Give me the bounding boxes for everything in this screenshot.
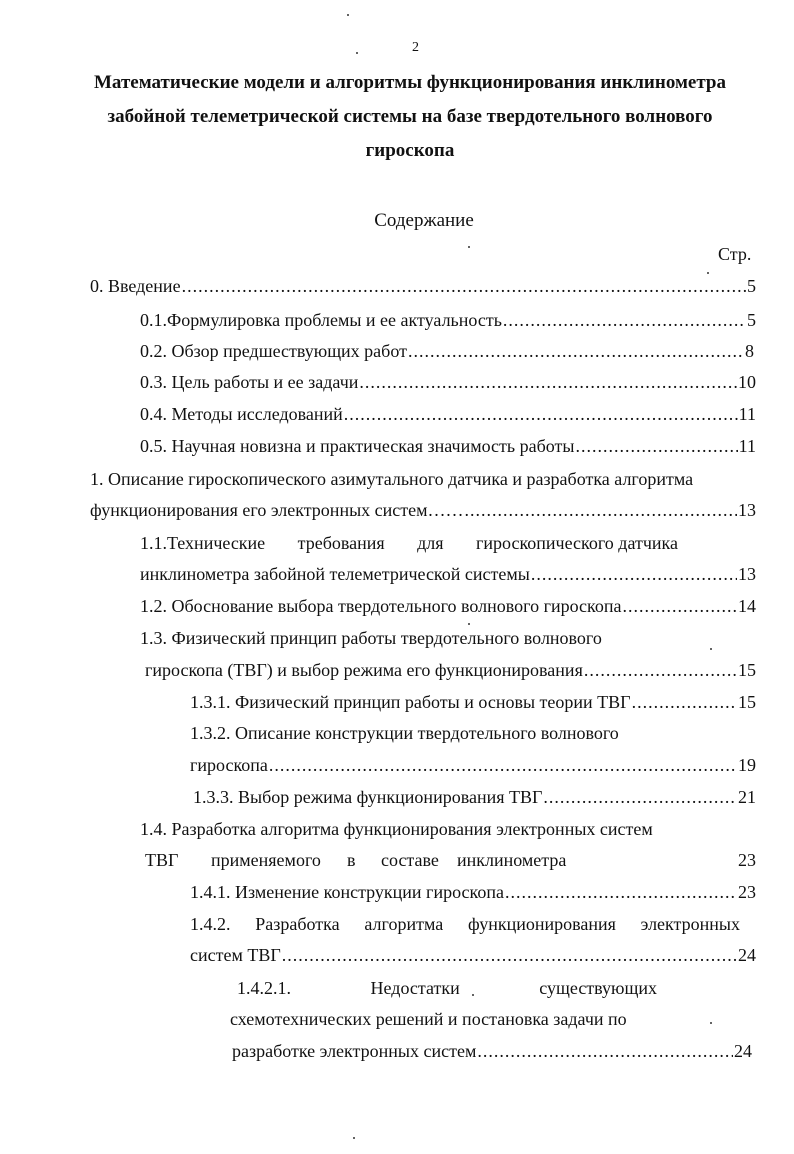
scan-speck [468, 623, 470, 625]
toc-entry-1-2 [140, 591, 756, 621]
toc-entry-title: 0. Введение [90, 276, 181, 296]
toc-entry-0-5 [140, 431, 756, 461]
toc-entry-page: 5 [747, 310, 756, 330]
word: требования [297, 533, 385, 553]
word: функционирования [467, 914, 616, 934]
word: в [347, 850, 356, 870]
toc-entry-1-4-2-line-1 [190, 909, 740, 939]
toc-entry-1-4-2-1 [232, 1036, 752, 1066]
dot-leader [623, 591, 738, 621]
toc-entry-0-3 [140, 367, 756, 397]
scan-speck [356, 52, 358, 54]
toc-entry-page: 24 [734, 1041, 752, 1061]
dot-leader [408, 336, 744, 366]
toc-entry-page: 21 [738, 787, 756, 807]
toc-entry-title: 1.3.1. Физический принцип работы и основы теории ТВГ [190, 692, 631, 712]
toc-entry-page: 15 [738, 660, 756, 680]
toc-entry-page: 10 [738, 372, 756, 392]
dot-leader [543, 782, 737, 812]
page-column-label: Стр. [718, 244, 752, 264]
dot-leader [269, 750, 737, 780]
toc-entry-page: 24 [738, 945, 756, 965]
word: применяемого [211, 850, 321, 870]
toc-entry-title: 0.1.Формулировка проблемы и ее актуальность [140, 310, 502, 330]
toc-entry-0-1 [140, 305, 756, 335]
toc-entry-page: 11 [738, 436, 756, 456]
scan-speck [710, 648, 712, 650]
toc-entry-page: 15 [738, 692, 756, 712]
dot-leader [632, 687, 737, 717]
dot-leader [575, 431, 737, 461]
toc-entry-1-4-2 [190, 940, 756, 970]
toc-entry-1-line-1: 1. Описание гироскопического азимутального датчика и разработка алгоритма [90, 469, 694, 489]
dot-leader [359, 367, 737, 397]
word: для [417, 533, 444, 553]
dot-leader [531, 559, 737, 589]
toc-entry-title: 0.4. Методы исследований [140, 404, 343, 424]
toc-entry-title: гироскопа (ТВГ) и выбор режима его функционирования [145, 660, 583, 680]
title-line-2: забойной телеметрической системы на базе твердотельного волнового [107, 106, 713, 127]
word: существующих [539, 978, 657, 998]
toc-entry-page: 23 [738, 850, 756, 870]
dot-leader [505, 877, 737, 907]
dot-leader [282, 940, 737, 970]
toc-entry-page: 14 [738, 596, 756, 616]
toc-entry-1-3-2 [190, 750, 756, 780]
toc-entry-title: разработке электронных систем [232, 1041, 477, 1061]
scan-speck [353, 1137, 355, 1139]
toc-entry-title: 0.5. Научная новизна и практическая значимость работы [140, 436, 575, 456]
toc-entry-1 [90, 495, 756, 525]
toc-entry-title: 0.2. Обзор предшествующих работ [140, 341, 407, 361]
scan-speck [472, 994, 474, 996]
toc-entry-title: гироскопа [190, 755, 268, 775]
toc-entry-title: функционирования его электронных систем…… [90, 500, 464, 520]
toc-entry-1-1-line-1 [140, 528, 678, 558]
toc-entry-page: 13 [738, 564, 756, 584]
dot-leader [344, 399, 738, 429]
word: 1.4.2. [190, 914, 231, 934]
toc-entry-1-1 [140, 559, 756, 589]
toc-entry-1-3-2-line-1: 1.3.2. Описание конструкции твердотельного волнового [190, 723, 619, 743]
toc-entry-1-4-2-1-line-1 [237, 973, 657, 1003]
toc-entry-0-4 [140, 399, 756, 429]
toc-entry-0-2 [140, 336, 754, 366]
toc-entry-1-3 [145, 655, 756, 685]
toc-entry-1-3-1 [190, 687, 756, 717]
toc-entry-1-3-3 [193, 782, 756, 812]
scan-speck [468, 246, 470, 248]
toc-entry-page: 23 [738, 882, 756, 902]
word: 1.4.2.1. [237, 978, 291, 998]
toc-entry-1-4-2-1-line-2: схемотехнических решений и постановка задачи по [230, 1009, 627, 1029]
word: составе [381, 850, 439, 870]
toc-entry-1-3-line-1: 1.3. Физический принцип работы твердотельного волнового [140, 628, 602, 648]
toc-entry-page: 5 [747, 276, 756, 296]
word: гироскопического датчика [476, 533, 678, 553]
toc-entry-title: 0.3. Цель работы и ее задачи [140, 372, 359, 392]
word: Разработка [255, 914, 340, 934]
toc-entry-title: 1.3.3. Выбор режима функционирования ТВГ [193, 787, 543, 807]
dot-leader [182, 271, 746, 301]
page-number: 2 [412, 40, 419, 55]
toc-entry-1-4 [145, 845, 756, 875]
toc-entry-page: 13 [738, 500, 756, 520]
toc-entry-title: систем ТВГ [190, 945, 281, 965]
toc-entry-page: 11 [738, 404, 756, 424]
dot-leader [584, 655, 737, 685]
word: Недостатки [370, 978, 460, 998]
word: 1.1.Технические [140, 533, 266, 553]
scan-speck [707, 272, 709, 274]
toc-entry-page: 8 [745, 341, 754, 361]
contents-heading: Содержание [374, 210, 474, 231]
toc-entry-title: 1.4.1. Изменение конструкции гироскопа [190, 882, 504, 902]
toc-entry-title: инклинометра забойной телеметрической системы [140, 564, 530, 584]
toc-entry-intro [90, 271, 756, 301]
toc-entry-1-4-1 [190, 877, 756, 907]
document-title [60, 66, 760, 168]
toc-entry-page: 19 [738, 755, 756, 775]
dot-leader [503, 305, 746, 335]
word: алгоритма [364, 914, 444, 934]
dot-leader [465, 495, 737, 525]
dot-leader [477, 1036, 733, 1066]
title-line-3: гироскопа [365, 140, 455, 161]
toc-entry-title: 1.2. Обоснование выбора твердотельного волнового гироскопа [140, 596, 622, 616]
toc-entry-1-4-line-1: 1.4. Разработка алгоритма функционирования электронных систем [140, 819, 653, 839]
word: электронных [640, 914, 740, 934]
title-line-1: Математические модели и алгоритмы функционирования инклинометра [94, 72, 726, 93]
scan-speck [710, 1022, 712, 1024]
word: инклинометра [457, 850, 567, 870]
scan-speck [347, 14, 349, 16]
word: ТВГ [145, 850, 179, 870]
